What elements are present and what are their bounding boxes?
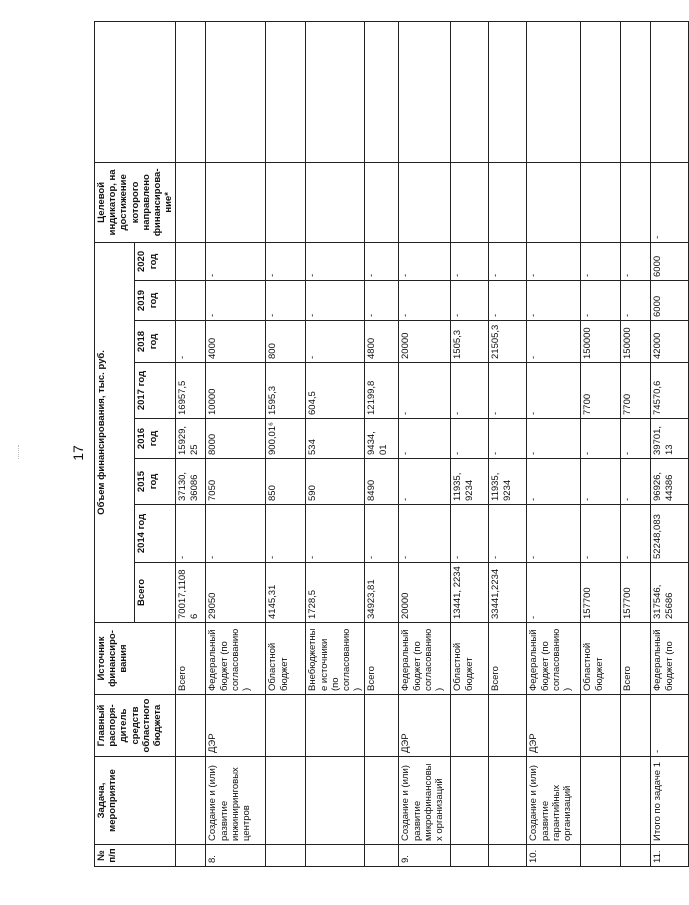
cell-num — [451, 845, 489, 867]
cell-indicator — [266, 162, 306, 242]
table-row — [306, 21, 365, 866]
cell-y2014: 52248,083 — [651, 505, 689, 563]
col-header-num: № п/п — [95, 845, 176, 867]
cell-y2017: 12199,8 — [365, 363, 399, 419]
cell-y2020: - — [399, 242, 451, 280]
cell-num — [306, 845, 365, 867]
cell-num — [621, 845, 651, 867]
col-header-volume-group: Объем финансирования, тыс. руб. — [95, 242, 135, 622]
cell-y2016: 15929, 25 — [176, 419, 206, 459]
cell-extra — [651, 21, 689, 162]
cell-y2018: - — [306, 321, 365, 363]
cell-source: Всего — [365, 623, 399, 695]
cell-y2014: - — [365, 505, 399, 563]
col-header-task: Задача, мероприятие — [95, 757, 176, 845]
cell-task: Создание и (или) развитие микрофинансовых организаций — [399, 757, 451, 845]
cell-y2016: 534 — [306, 419, 365, 459]
cell-y2018: - — [527, 321, 581, 363]
cell-manager: - — [651, 695, 689, 757]
cell-y2017: - — [489, 363, 527, 419]
cell-indicator — [176, 162, 206, 242]
cell-y2017: 1595,3 — [266, 363, 306, 419]
cell-y2019: - — [581, 281, 621, 321]
cell-y2019: - — [621, 281, 651, 321]
cell-y2018: 4800 — [365, 321, 399, 363]
cell-y2014: - — [451, 505, 489, 563]
cell-indicator — [527, 162, 581, 242]
cell-y2016: - — [581, 419, 621, 459]
cell-task — [176, 757, 206, 845]
cell-y2017: 10000 — [206, 363, 266, 419]
cell-task — [621, 757, 651, 845]
table-row — [489, 21, 527, 866]
col-header-year: 2016 год — [135, 419, 176, 459]
col-header-indicator: Целевой индикатор, на достижение которого направлено финансирова-ние* — [95, 162, 176, 242]
table-row — [266, 21, 306, 866]
col-header-year: 2017 год — [135, 363, 176, 419]
cell-total: 20000 — [399, 563, 451, 623]
cell-y2020: - — [451, 242, 489, 280]
cell-y2018: 20000 — [399, 321, 451, 363]
cell-y2018: 21505,3 — [489, 321, 527, 363]
cell-num — [266, 845, 306, 867]
cell-source: Федеральный бюджет (по согласованию) — [527, 623, 581, 695]
cell-y2015: - — [621, 459, 651, 505]
col-header-source: Источник финансиро-вания — [95, 623, 176, 695]
cell-indicator — [489, 162, 527, 242]
cell-y2019: - — [206, 281, 266, 321]
cell-y2020: - — [365, 242, 399, 280]
cell-task — [266, 757, 306, 845]
cell-y2014: - — [621, 505, 651, 563]
cell-y2015: 590 — [306, 459, 365, 505]
cell-task — [581, 757, 621, 845]
cell-extra — [176, 21, 206, 162]
cell-indicator — [206, 162, 266, 242]
cell-num — [489, 845, 527, 867]
cell-y2020: - — [266, 242, 306, 280]
cell-y2016: - — [451, 419, 489, 459]
cell-y2018: 800 — [266, 321, 306, 363]
cell-y2018: - — [176, 321, 206, 363]
table-row — [365, 21, 399, 866]
cell-y2017: 7700 — [581, 363, 621, 419]
cell-y2018: 42000 — [651, 321, 689, 363]
col-header-year: 2015 год — [135, 459, 176, 505]
cell-indicator — [621, 162, 651, 242]
cell-indicator — [581, 162, 621, 242]
financing-table — [94, 21, 689, 867]
cell-extra — [266, 21, 306, 162]
cell-extra — [489, 21, 527, 162]
cell-num — [176, 845, 206, 867]
cell-source: Всего — [489, 623, 527, 695]
cell-extra — [399, 21, 451, 162]
header-row-top — [95, 21, 135, 866]
cell-task — [306, 757, 365, 845]
cell-y2018: 150000 — [621, 321, 651, 363]
cell-extra — [306, 21, 365, 162]
cell-indicator — [399, 162, 451, 242]
cell-manager — [266, 695, 306, 757]
scan-speck — [18, 445, 22, 459]
col-header-year: 2018 год — [135, 321, 176, 363]
cell-y2015: 11935, 9234 — [451, 459, 489, 505]
cell-source: Областной бюджет — [451, 623, 489, 695]
cell-y2020: - — [489, 242, 527, 280]
cell-y2015: 8490 — [365, 459, 399, 505]
cell-total: 33441,2234 — [489, 563, 527, 623]
cell-manager — [451, 695, 489, 757]
cell-source: Федеральный бюджет (по — [651, 623, 689, 695]
cell-y2016: 39701, 13 — [651, 419, 689, 459]
table-row — [451, 21, 489, 866]
cell-y2019: - — [365, 281, 399, 321]
cell-y2015: 37130, 36086 — [176, 459, 206, 505]
cell-y2020: - — [206, 242, 266, 280]
cell-source: Всего — [176, 623, 206, 695]
cell-y2015: 96926, 44386 — [651, 459, 689, 505]
table-row — [651, 21, 689, 866]
rotated-table-container — [94, 22, 675, 867]
cell-y2015: - — [581, 459, 621, 505]
cell-task — [489, 757, 527, 845]
cell-y2017: 16957,5 — [176, 363, 206, 419]
cell-y2016: - — [399, 419, 451, 459]
cell-y2016: - — [489, 419, 527, 459]
cell-total: 157700 — [581, 563, 621, 623]
page-number: 17 — [69, 445, 86, 461]
cell-task — [365, 757, 399, 845]
cell-y2019: - — [266, 281, 306, 321]
cell-extra — [581, 21, 621, 162]
cell-indicator — [306, 162, 365, 242]
cell-y2019: - — [489, 281, 527, 321]
cell-source: Областной бюджет — [581, 623, 621, 695]
cell-y2019: - — [399, 281, 451, 321]
col-header-year: 2019 год — [135, 281, 176, 321]
cell-y2020: - — [527, 242, 581, 280]
cell-manager — [365, 695, 399, 757]
cell-num — [581, 845, 621, 867]
cell-y2016: 8000 — [206, 419, 266, 459]
cell-y2018: 1505,3 — [451, 321, 489, 363]
cell-y2015: 11935, 9234 — [489, 459, 527, 505]
cell-task: Создание и (или) развитие инжиниринговых центров — [206, 757, 266, 845]
cell-manager: ДЭР — [206, 695, 266, 757]
cell-extra — [527, 21, 581, 162]
cell-y2019: 6000 — [651, 281, 689, 321]
table-row — [399, 21, 451, 866]
cell-total: 1728,5 — [306, 563, 365, 623]
cell-y2017: 7700 — [621, 363, 651, 419]
cell-total: 70017,11086 — [176, 563, 206, 623]
cell-manager — [621, 695, 651, 757]
cell-extra — [621, 21, 651, 162]
cell-y2016: - — [621, 419, 651, 459]
cell-indicator — [365, 162, 399, 242]
cell-y2017: - — [451, 363, 489, 419]
cell-indicator: - — [651, 162, 689, 242]
cell-num: 11. — [651, 845, 689, 867]
cell-source: Всего — [621, 623, 651, 695]
cell-y2018: 150000 — [581, 321, 621, 363]
col-header-manager: Главный распоря-дитель средств областного бюджета — [95, 695, 176, 757]
cell-y2015: - — [399, 459, 451, 505]
cell-y2015: - — [527, 459, 581, 505]
cell-y2014: - — [489, 505, 527, 563]
cell-manager — [489, 695, 527, 757]
cell-y2020: - — [621, 242, 651, 280]
cell-y2019 — [176, 281, 206, 321]
cell-source: Федеральный бюджет (по согласованию) — [399, 623, 451, 695]
cell-manager — [581, 695, 621, 757]
table-row — [621, 21, 651, 866]
cell-y2016: - — [527, 419, 581, 459]
cell-total: 29050 — [206, 563, 266, 623]
col-header-year: 2014 год — [135, 505, 176, 563]
cell-num: 10. — [527, 845, 581, 867]
cell-y2014: - — [581, 505, 621, 563]
cell-y2020 — [176, 242, 206, 280]
cell-y2015: 850 — [266, 459, 306, 505]
cell-y2014: - — [306, 505, 365, 563]
cell-y2019: - — [306, 281, 365, 321]
cell-y2015: 7050 — [206, 459, 266, 505]
cell-y2019: - — [527, 281, 581, 321]
cell-manager — [176, 695, 206, 757]
cell-y2020: - — [581, 242, 621, 280]
cell-y2014: - — [527, 505, 581, 563]
cell-manager: ДЭР — [399, 695, 451, 757]
cell-total: 157700 — [621, 563, 651, 623]
cell-task — [451, 757, 489, 845]
cell-num: 9. — [399, 845, 451, 867]
table-row — [206, 21, 266, 866]
col-header-year: 2020 год — [135, 242, 176, 280]
cell-y2016: 900,01⁶ — [266, 419, 306, 459]
cell-y2020: - — [306, 242, 365, 280]
table-row — [176, 21, 206, 866]
cell-extra — [451, 21, 489, 162]
cell-num: 8. — [206, 845, 266, 867]
cell-task: Создание и (или) развитие гарантийных организаций — [527, 757, 581, 845]
table-body — [176, 21, 689, 866]
table-row — [527, 21, 581, 866]
table-row — [581, 21, 621, 866]
cell-total: 13441, 2234 — [451, 563, 489, 623]
cell-y2016: 9434, 01 — [365, 419, 399, 459]
cell-task: Итого по задаче 1 — [651, 757, 689, 845]
cell-y2017: 74570,6 — [651, 363, 689, 419]
cell-total: 34923,81 — [365, 563, 399, 623]
cell-extra — [206, 21, 266, 162]
cell-y2019: - — [451, 281, 489, 321]
cell-y2014: - — [266, 505, 306, 563]
cell-y2018: 4000 — [206, 321, 266, 363]
cell-source: Областной бюджет — [266, 623, 306, 695]
cell-y2014: - — [206, 505, 266, 563]
cell-source: Федеральный бюджет (по согласованию) — [206, 623, 266, 695]
cell-total: 4145,31 — [266, 563, 306, 623]
col-header-total: Всего — [135, 563, 176, 623]
col-header-extra — [95, 21, 176, 162]
cell-num — [365, 845, 399, 867]
cell-total: - — [527, 563, 581, 623]
cell-y2014: - — [176, 505, 206, 563]
cell-extra — [365, 21, 399, 162]
cell-y2014: - — [399, 505, 451, 563]
cell-indicator — [451, 162, 489, 242]
cell-y2020: 6000 — [651, 242, 689, 280]
cell-y2017: - — [399, 363, 451, 419]
cell-manager: ДЭР — [527, 695, 581, 757]
cell-manager — [306, 695, 365, 757]
cell-y2017: 604,5 — [306, 363, 365, 419]
cell-y2017: - — [527, 363, 581, 419]
cell-source: Внебюджетные источники (по согласованию) — [306, 623, 365, 695]
cell-total: 317546, 25686 — [651, 563, 689, 623]
